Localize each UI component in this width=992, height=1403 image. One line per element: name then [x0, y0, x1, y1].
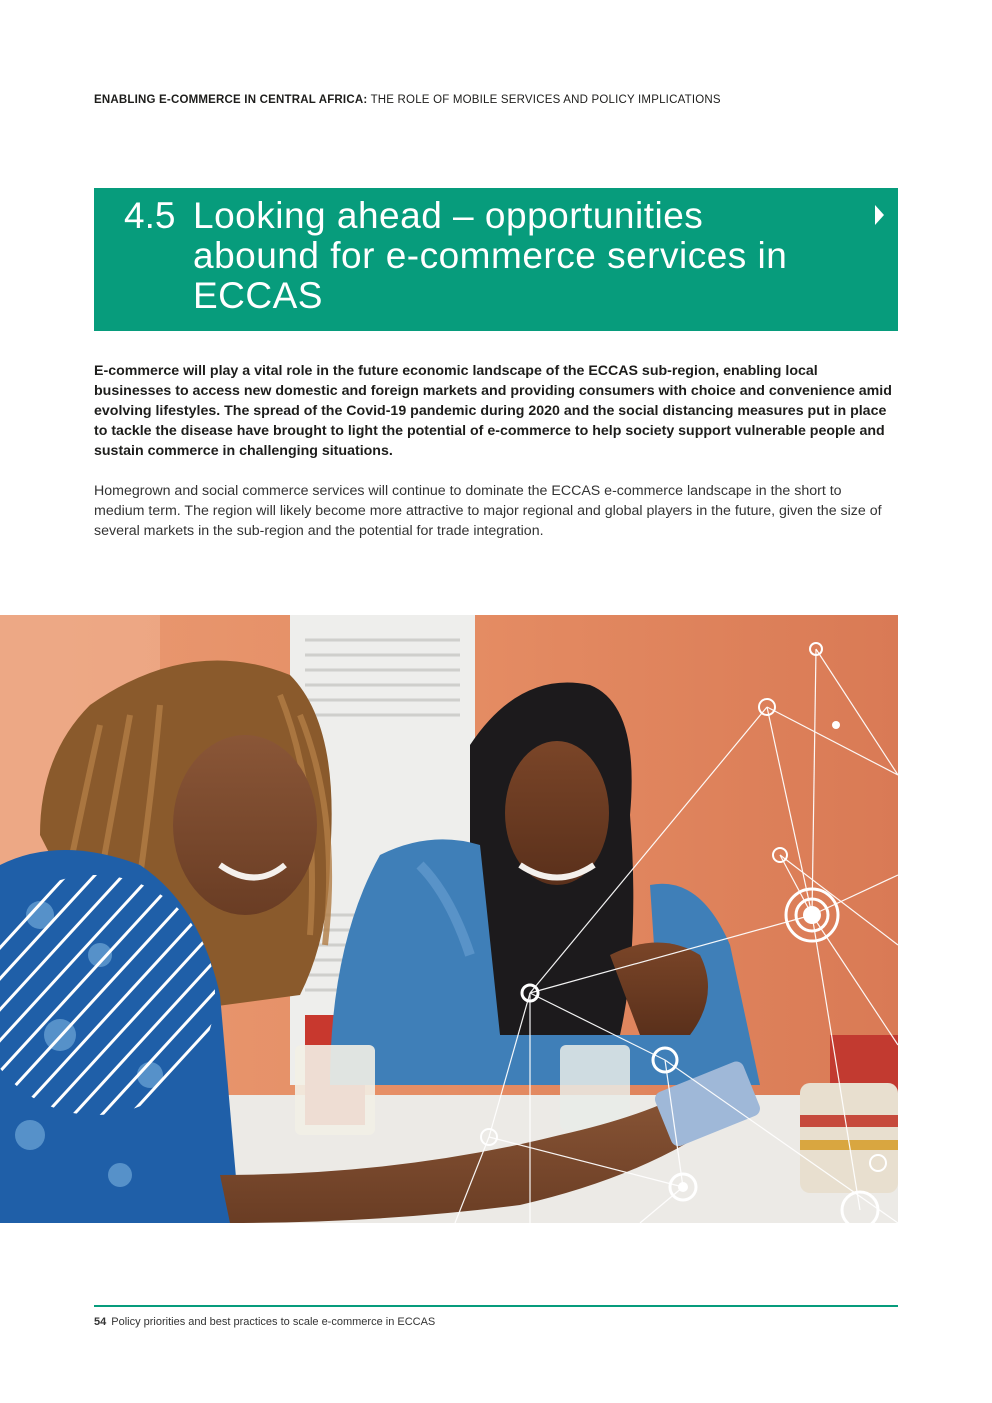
- photo-illustration: [0, 615, 898, 1223]
- lead-paragraph: E-commerce will play a vital role in the future economic landscape of the ECCAS sub-region, enabling local businesses to access new domestic and foreign markets and providing consumers with choice and convenience amid evolving lifestyles. The spread of the Covid-19 pandemic during 2020 and the social distancing measures put in place to tackle the disease have brought to light the potential of e-commerce to help society support vulnerable people and sustain commerce in challenging situations.: [94, 363, 892, 459]
- section-banner: [94, 188, 898, 331]
- running-header: [94, 94, 904, 106]
- section-title: Looking ahead – opportunities abound for e-commerce services in ECCAS: [193, 195, 788, 316]
- running-header-bold: ENABLING E-COMMERCE IN CENTRAL AFRICA:: [94, 94, 368, 106]
- page-footer: [94, 1316, 435, 1328]
- running-header-regular: THE ROLE OF MOBILE SERVICES AND POLICY IMPLICATIONS: [370, 94, 721, 106]
- footer-text: Policy priorities and best practices to scale e-commerce in ECCAS: [111, 1316, 436, 1328]
- cover-photo: [0, 615, 898, 1223]
- footer-rule: [94, 1305, 898, 1307]
- section-number: 4.5: [124, 195, 176, 236]
- body-paragraph: Homegrown and social commerce services will continue to dominate the ECCAS e-commerce landscape in the short to medium term. The region will likely become more attractive to major regional and global players in the future, given the size of several markets in the sub-region and the potential for trade integration.: [94, 483, 882, 539]
- page-number: 54: [94, 1316, 107, 1328]
- play-arrow-icon: [875, 205, 884, 225]
